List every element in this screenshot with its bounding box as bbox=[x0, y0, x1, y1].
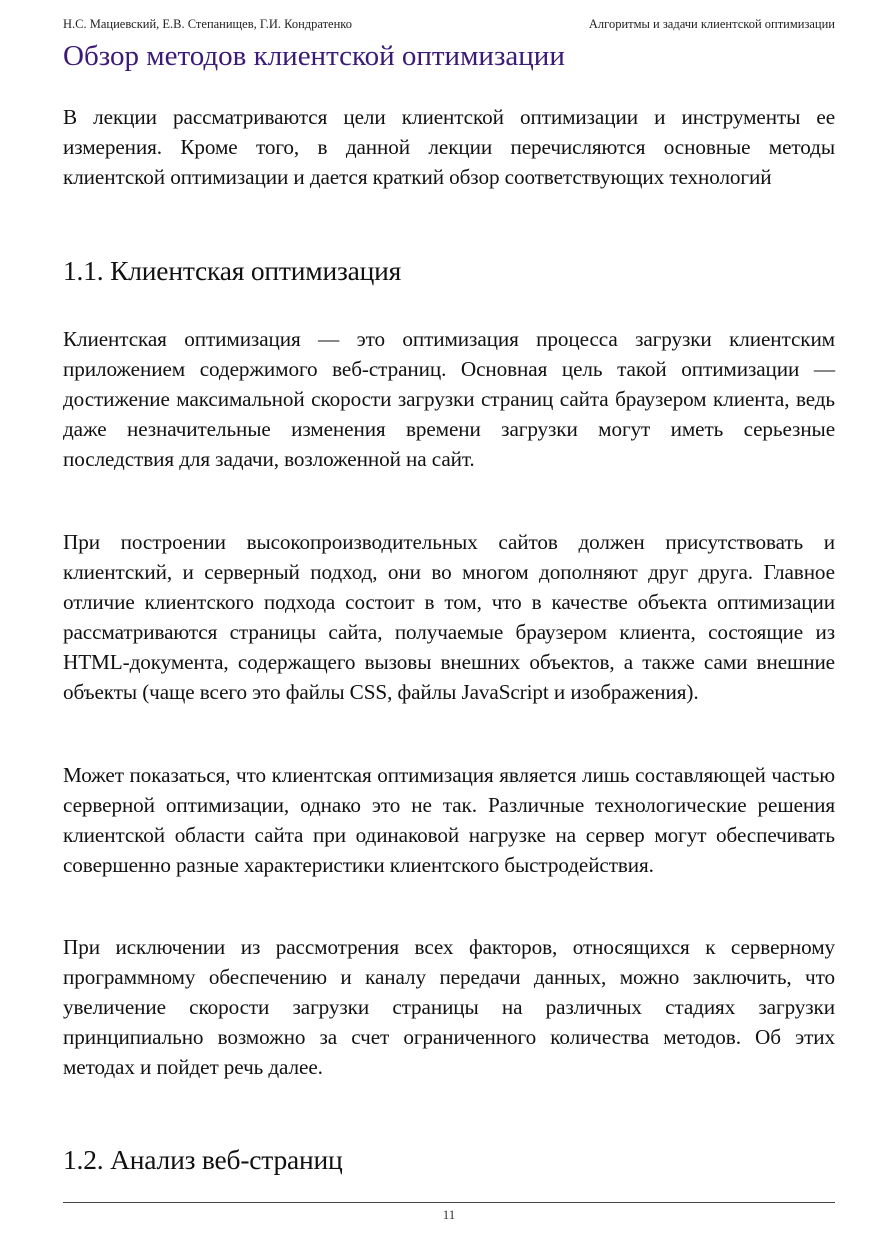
paragraph: Клиентская оптимизация — это оптимизация процесса загрузки клиентским приложением содержимого веб-страниц. Основная цель такой оптимизации — достижение максимальной скорости загрузки страниц сайта браузером клиента, ведь даже незначительные изменения времени загрузки могут иметь серьезные последствия для задачи, возложенной на сайт. bbox=[63, 327, 835, 471]
section-heading-client-optimization: 1.1. Клиентская оптимизация bbox=[63, 255, 402, 286]
paragraph: При исключении из рассмотрения всех факторов, относящихся к серверному программному обеспечению и каналу передачи данных, можно заключить, что увеличение скорости загрузки страницы на различных стадиях загрузки принципиально возможно за счет ограниченного количества методов. Об этих методах и пойдет речь далее. bbox=[63, 935, 835, 1079]
running-header bbox=[63, 17, 835, 32]
page-number: 11 bbox=[442, 1207, 456, 1222]
lecture-title: Обзор методов клиентской оптимизации bbox=[63, 40, 565, 72]
paragraph: При построении высокопроизводительных сайтов должен присутствовать и клиентский, и серверный подход, они во многом дополняют друг друга. Главное отличие клиентского подхода состоит в том, что в качестве объекта оптимизации рассматриваются страницы сайта, получаемые браузером клиента, состоящие из HTML-документа, содержащего вызовы внешних объектов, а также сами внешние объекты (чаще всего это файлы CSS, файлы JavaScript и изображения). bbox=[63, 530, 835, 704]
footer-divider bbox=[63, 1202, 835, 1203]
paragraph: Может показаться, что клиентская оптимизация является лишь составляющей частью серверной оптимизации, однако это не так. Различные технологические решения клиентской области сайта при одинаковой нагрузке на сервер могут обеспечивать совершенно разные характеристики клиентского быстродействия. bbox=[63, 763, 835, 877]
header-authors: Н.С. Мациевский, Е.В. Степанищев, Г.И. Кондратенко bbox=[63, 17, 352, 31]
section-heading-web-page-analysis: 1.2. Анализ веб-страниц bbox=[63, 1144, 343, 1175]
intro-paragraph: В лекции рассматриваются цели клиентской оптимизации и инструменты ее измерения. Кроме того, в данной лекции перечисляются основные методы клиентской оптимизации и дается краткий обзор соответствующих технологий bbox=[63, 105, 835, 189]
header-book-title: Алгоритмы и задачи клиентской оптимизации bbox=[588, 17, 835, 31]
document-page bbox=[63, 0, 835, 1241]
